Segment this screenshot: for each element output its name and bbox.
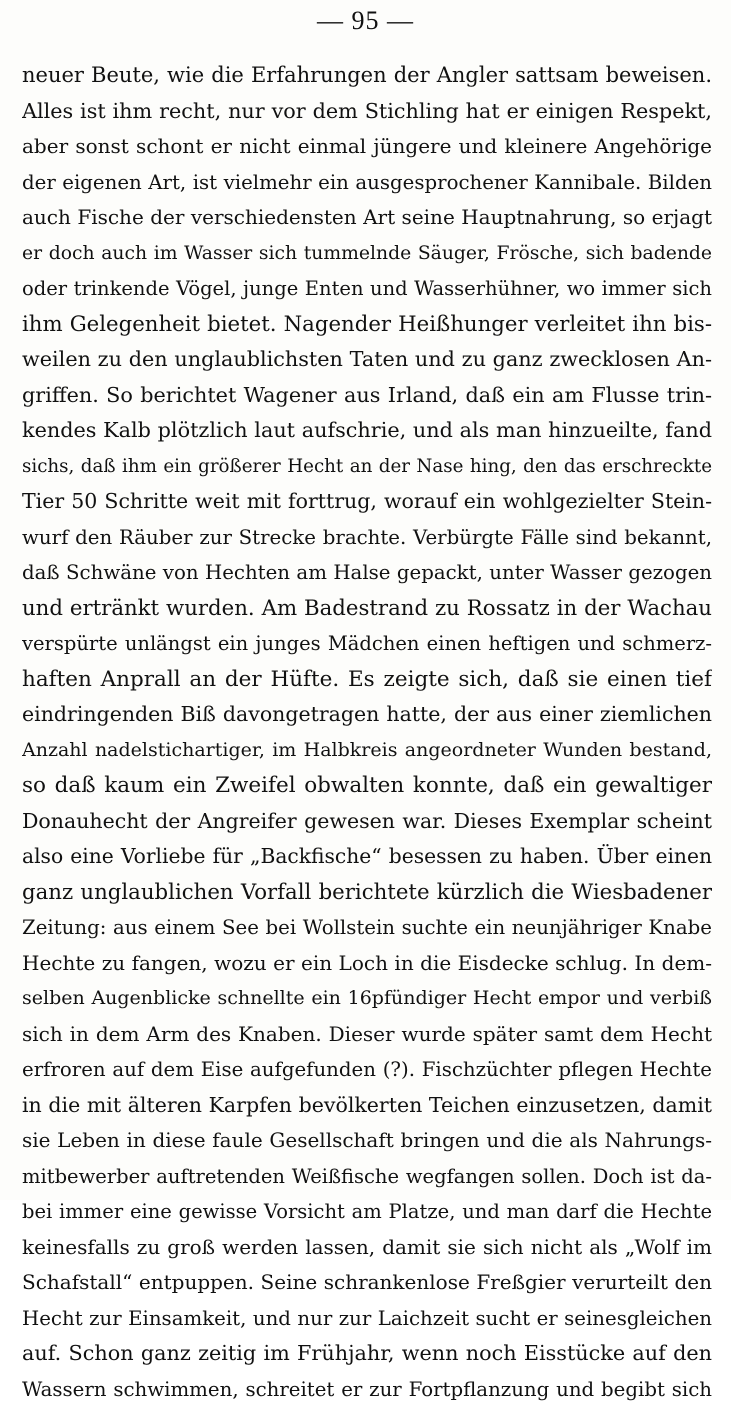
text-line: auch Fische der verschiedensten Art seine Hauptnahrung, so erjagt [22,200,712,236]
text-line: verspürte unlängst ein junges Mädchen einen heftigen und schmerz- [22,626,712,662]
text-line: also eine Vorliebe für „Backfische“ besessen zu haben. Über einen [22,839,712,875]
text-line: und ertränkt wurden. Am Badestrand zu Rossatz in der Wachau [22,591,712,627]
text-line: kendes Kalb plötzlich laut aufschrie, und als man hinzueilte, fand [22,413,712,449]
text-line: griffen. So berichtet Wagener aus Irland, daß ein am Flusse trin- [22,378,712,414]
text-line: oder trinkende Vögel, junge Enten und Wasserhühner, wo immer sich [22,271,712,307]
text-line: Tier 50 Schritte weit mit forttrug, worauf ein wohlgezielter Stein- [22,484,712,520]
text-line: keinesfalls zu groß werden lassen, damit sie sich nicht als „Wolf im [22,1230,712,1266]
text-line: Hechte zu fangen, wozu er ein Loch in die Eisdecke schlug. In dem- [22,946,712,982]
text-line: mitbewerber auftretenden Weißfische wegfangen sollen. Doch ist da- [22,1159,712,1195]
text-line: selben Augenblicke schnellte ein 16pfündiger Hecht empor und verbiß [22,981,712,1017]
text-line: so daß kaum ein Zweifel obwalten konnte, daß ein gewaltiger [22,768,712,804]
text-line: er doch auch im Wasser sich tummelnde Säuger, Frösche, sich badende [22,236,712,272]
text-line: Anzahl nadelstichartiger, im Halbkreis angeordneter Wunden bestand, [22,733,712,769]
text-line: sichs, daß ihm ein größerer Hecht an der Nase hing, den das erschreckte [22,449,712,485]
text-line: Hecht zur Einsamkeit, und nur zur Laichzeit sucht er seinesgleichen [22,1301,712,1337]
text-line: eindringenden Biß davongetragen hatte, der aus einer ziemlichen [22,697,712,733]
body-text [22,58,712,1407]
text-line: Donauhecht der Angreifer gewesen war. Dieses Exemplar scheint [22,804,712,840]
text-line: sie Leben in diese faule Gesellschaft bringen und die als Nahrungs- [22,1123,712,1159]
text-line: bei immer eine gewisse Vorsicht am Platze, und man darf die Hechte [22,1194,712,1230]
text-line: daß Schwäne von Hechten am Halse gepackt, unter Wasser gezogen [22,555,712,591]
text-line: erfroren auf dem Eise aufgefunden (?). Fischzüchter pflegen Hechte [22,1052,712,1088]
text-line: aber sonst schont er nicht einmal jüngere und kleinere Angehörige [22,129,712,165]
text-line: wurf den Räuber zur Strecke brachte. Verbürgte Fälle sind bekannt, [22,520,712,556]
page-number: — 95 — [0,6,731,36]
text-line: der eigenen Art, ist vielmehr ein ausgesprochener Kannibale. Bilden [22,165,712,201]
text-line: weilen zu den unglaublichsten Taten und zu ganz zwecklosen An- [22,342,712,378]
text-line: in die mit älteren Karpfen bevölkerten Teichen einzusetzen, damit [22,1088,712,1124]
text-line: Schafstall“ entpuppen. Seine schrankenlose Freßgier verurteilt den [22,1265,712,1301]
text-line: haften Anprall an der Hüfte. Es zeigte sich, daß sie einen tief [22,662,712,698]
text-line: Zeitung: aus einem See bei Wollstein suchte ein neunjähriger Knabe [22,910,712,946]
text-line: Wassern schwimmen, schreitet er zur Fortpflanzung und begibt sich [22,1372,712,1407]
text-line: neuer Beute, wie die Erfahrungen der Angler sattsam beweisen. [22,58,712,94]
text-line: auf. Schon ganz zeitig im Frühjahr, wenn noch Eisstücke auf den [22,1336,712,1372]
text-line: Alles ist ihm recht, nur vor dem Stichling hat er einigen Respekt, [22,94,712,130]
text-line: ihm Gelegenheit bietet. Nagender Heißhunger verleitet ihn bis- [22,307,712,343]
text-line: sich in dem Arm des Knaben. Dieser wurde später samt dem Hecht [22,1017,712,1053]
text-line: ganz unglaublichen Vorfall berichtete kürzlich die Wiesbadener [22,875,712,911]
